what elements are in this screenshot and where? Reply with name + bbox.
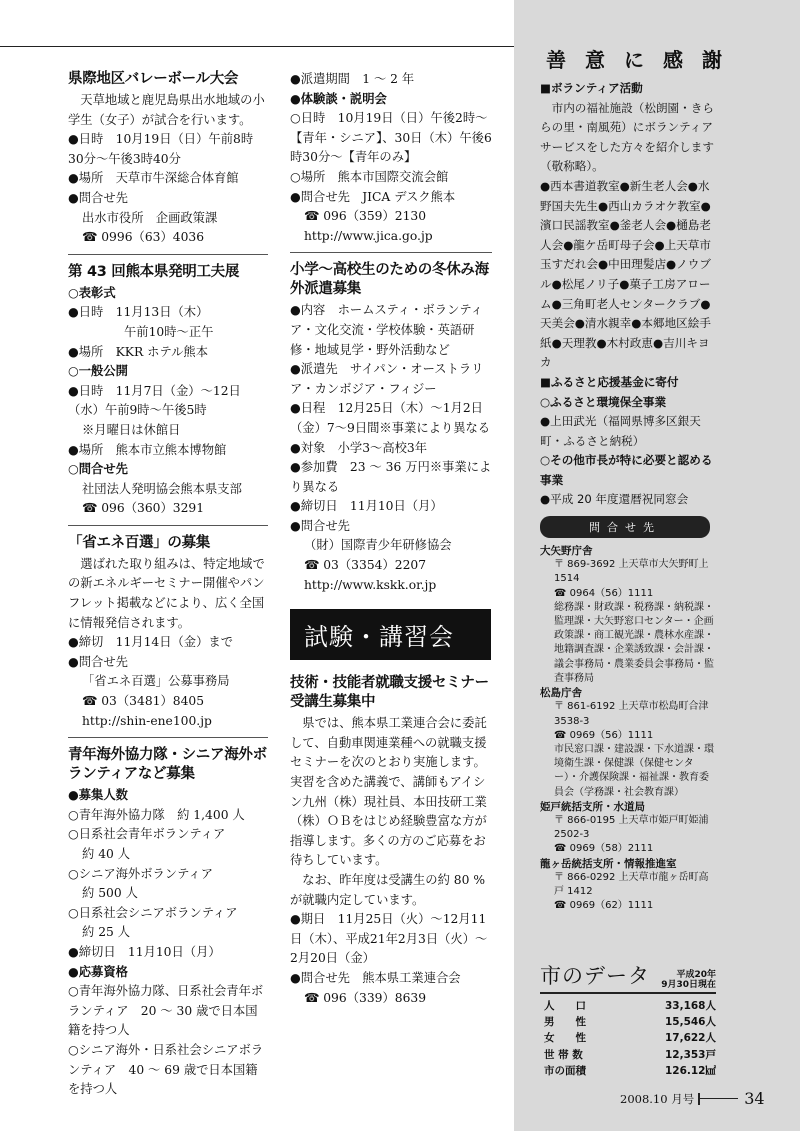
jocv-count-4: ○日系社会シニアボランティア [68, 905, 238, 920]
energy-contact-label: ●問合せ先 [68, 654, 128, 669]
city-data-value: 126.12㎢ [664, 1064, 716, 1077]
volleyball-section [68, 70, 268, 248]
student-target: ●対象 小学3～高校3年 [290, 440, 428, 455]
office-name: 龍ヶ岳統括支所・情報推進室 [540, 857, 677, 870]
jocv-count-2: ○日系社会青年ボランティア [68, 827, 226, 842]
seminar-tel: ☎ 096（339）8639 [304, 990, 427, 1005]
volleyball-contact-label: ●問合せ先 [68, 190, 128, 205]
city-data-date-day: 9月30日現在 [661, 980, 716, 990]
jocv-count-3: ○シニア海外ボランティア [68, 866, 214, 881]
invention-public-note: ※月曜日は休館日 [82, 422, 181, 437]
invention-ceremony-time: 午前10時～正午 [124, 324, 214, 339]
city-data-title: 市のデータ [540, 964, 650, 988]
jocv-tel: ☎ 096（359）2130 [304, 209, 427, 224]
city-data-label: 世 帯 数 [544, 1048, 583, 1061]
office-name: 姫戸統括支所・水道局 [540, 800, 645, 813]
city-data-value: 17,622人 [664, 1032, 716, 1045]
top-rule [0, 46, 515, 47]
volleyball-date: ●日時 10月19日（日）午前8時30分～午後3時40分 [68, 132, 254, 166]
city-data-label: 市の面積 [544, 1064, 586, 1077]
jocv-continued [290, 70, 492, 246]
volleyball-tel: ☎ 0996（63）4036 [82, 230, 205, 245]
sidebar-content [540, 44, 741, 913]
fund-sub-1: ○ふるさと環境保全事業 [540, 394, 667, 409]
student-dates: ●日程 12月25日（木）～1月2日（金）7～9日間※事業により異なる [290, 401, 491, 435]
city-data-value: 15,546人 [664, 1016, 716, 1029]
office-tel: ☎ 0964（56）1111 [554, 587, 654, 599]
invention-tel: ☎ 096（360）3291 [82, 501, 205, 516]
student-destination: ●派遣先 サイパン・オーストラリア・カンボジア・フィジー [290, 362, 484, 396]
seminar-period: ●期日 11月25日（火）～12月11日（木）、平成21年2月3日（火）～2月20日（金） [290, 912, 488, 966]
invention-contact-org: 社団法人発明協会熊本県支部 [82, 481, 242, 496]
student-content: ●内容 ホームスティ・ボランティア・文化交流・学校体験・英語研修・地域見学・野外活動など [290, 303, 483, 357]
jocv-briefing-label: ●体験談・説明会 [290, 91, 387, 106]
jocv-count-1: ○青年海外協力隊 約 1,400 人 [68, 807, 245, 822]
jocv-title: 青年海外協力隊・シニア海外ボランティアなど募集 [68, 747, 267, 783]
invention-title: 第 43 回熊本県発明工夫展 [68, 263, 240, 280]
office-tel: ☎ 0969（62）1111 [554, 900, 654, 912]
energy-contact-org: 「省エネ百選」公募事務局 [82, 674, 230, 689]
office-address: 〒 866-0292 上天草市龍ヶ岳町高戸 1412 [554, 871, 709, 897]
office-name: 大矢野庁舎 [540, 545, 593, 558]
jocv-count-2-value: 約 40 人 [82, 847, 131, 861]
volleyball-title: 県際地区バレーボール大会 [68, 71, 239, 87]
office-address: 〒 866-0195 上天草市姫戸町姫浦 2502-3 [554, 814, 709, 841]
energy-tel: ☎ 03（3481）8405 [82, 694, 205, 709]
energy-url[interactable]: http://shin-ene100.jp [82, 713, 212, 728]
footer-rule [700, 1098, 738, 1099]
volleyball-body: 天草地域と鹿児島県出水地域の小学生（女子）が試合を行います。 [68, 93, 265, 127]
issue-label: 2008.10 月号 [620, 1091, 695, 1106]
volleyball-contact-org: 出水市役所 企画政策課 [82, 210, 218, 225]
invention-ceremony-place: ●場所 KKR ホテル熊本 [68, 344, 209, 359]
city-data-date-year: 平成20年 [676, 970, 716, 980]
contact-pill: 問合せ先 [540, 516, 710, 538]
office-name: 松島庁舎 [540, 687, 582, 700]
student-deadline: ●締切日 11月10日（月） [290, 499, 443, 514]
jocv-qualification-2: ○シニア海外・日系社会シニアボランティア 40 ～ 69 歳で日本国籍を持つ人 [68, 1042, 264, 1097]
jocv-section [68, 746, 268, 1100]
invention-ceremony-heading: ○表彰式 [68, 285, 116, 300]
page-number: 34 [744, 1089, 765, 1108]
energy-section [68, 534, 268, 731]
invention-contact-label: ○問合せ先 [68, 462, 128, 477]
divider [68, 254, 268, 255]
office-tel: ☎ 0969（58）2111 [554, 843, 654, 855]
volleyball-place: ●場所 天草市牛深総合体育館 [68, 171, 239, 186]
office-departments: 総務課・財政課・税務課・納税課・監理課・大矢野窓口センター・企画政策課・商工観光課・農林水産課・地籍調査課・企業誘致課・会計課・議会事務局・農業委員会事務局・監査事務局 [554, 601, 714, 684]
divider [68, 525, 268, 526]
divider [68, 737, 268, 738]
sidebar-title: 善意に感謝 [546, 48, 741, 72]
invention-public-date: ●日時 11月7日（金）～12日（水）午前9時～午後5時 [68, 383, 241, 418]
invention-ceremony-date: ●日時 11月13日（木） [68, 305, 209, 320]
invention-public-heading: ○一般公開 [68, 364, 128, 379]
city-data-box [540, 960, 716, 1079]
city-data-label: 人 口 [544, 1000, 586, 1012]
city-data-row [540, 1014, 716, 1030]
fund-heading: ■ふるさと応援基金に寄付 [540, 374, 679, 389]
office-list [540, 544, 718, 913]
office-address: 〒 869-3692 上天草市大矢野町上 1514 [554, 559, 709, 585]
jocv-period: ●派遣期間 1 ～ 2 年 [290, 72, 415, 86]
jocv-count-4-value: 約 25 人 [82, 925, 131, 940]
city-data-header [540, 960, 716, 994]
column-middle [290, 70, 492, 1014]
city-data-date [661, 970, 716, 990]
office-tel: ☎ 0969（56）1111 [554, 729, 654, 741]
city-data-row [540, 1030, 716, 1046]
student-title: 小学～高校生のための冬休み海外派遣募集 [290, 262, 489, 298]
jocv-url[interactable]: http://www.jica.go.jp [304, 228, 433, 243]
seminar-section [290, 674, 492, 1008]
student-contact-org: （財）国際青少年研修協会 [304, 538, 452, 553]
fund-name-2: ●平成 20 年度還暦祝同窓会 [540, 492, 689, 507]
student-section [290, 261, 492, 595]
energy-title: 「省エネ百選」の募集 [68, 534, 210, 551]
office-address: 〒 861-6192 上天草市松島町合津 3538-3 [554, 701, 709, 727]
jocv-count-3-value: 約 500 人 [82, 886, 138, 901]
seminar-title: 技術・技能者就職支援セミナー受講生募集中 [290, 675, 489, 711]
student-contact-label: ●問合せ先 [290, 518, 350, 533]
exam-section-header: 試験・講習会 [290, 609, 491, 660]
fund-name-1: ●上田武光（福岡県博多区銀天町・ふるさと納税） [540, 414, 701, 448]
jocv-briefing-place: ○場所 熊本市国際交流会館 [290, 169, 449, 184]
invention-public-place: ●場所 熊本市立熊本博物館 [68, 442, 227, 457]
jocv-qualification-1: ○青年海外協力隊、日系社会青年ボランティア 20 ～ 30 歳で日本国籍を持つ人 [68, 984, 264, 1038]
city-data-row [540, 1063, 716, 1079]
page-footer [620, 1089, 780, 1108]
volunteer-names: ●西本書道教室●新生老人会●水野国夫先生●西山カラオケ教室●濱口民謡教室●釜老人会●樋島老人会●龍ケ岳町母子会●上天草市玉すだれ会●中田理髪店●ノウブル●松尾ノリ子●菓子工房アローム●三角町老人センタークラブ●天美会●清水親幸●本郷地区絵手紙●天理教●木村政恵●吉川キヨカ [540, 178, 711, 370]
student-tel: ☎ 03（3354）2207 [304, 558, 427, 573]
fund-sub-2: ○その他市長が特に必要と認める事業 [540, 453, 713, 487]
student-url[interactable]: http://www.kskk.or.jp [304, 577, 437, 592]
volunteer-body: 市内の福祉施設（松朗園・きららの里・南風苑）にボランティアサービスをした方々を紹介します（敬称略）。 [540, 100, 714, 174]
jocv-deadline: ●締切日 11月10日（月） [68, 944, 221, 959]
volunteer-heading: ■ボランティア活動 [540, 81, 643, 95]
city-data-label: 女 性 [544, 1032, 586, 1045]
divider [290, 252, 492, 253]
column-left [68, 70, 268, 1106]
city-data-row [540, 1047, 716, 1063]
jocv-count-label: ●募集人数 [68, 788, 128, 803]
seminar-body-2: なお、昨年度は受講生の約 80 %が就職内定しています。 [290, 873, 486, 907]
office-departments: 市民窓口課・建設課・下水道課・環境衛生課・保健課（保健センター）・介護保険課・福祉課・教育委員会（学務課・社会教育課） [554, 743, 714, 798]
city-data-row [540, 998, 716, 1014]
city-data-label: 男 性 [544, 1016, 586, 1029]
invention-section [68, 263, 268, 519]
seminar-contact: ●問合せ先 熊本県工業連合会 [290, 970, 461, 985]
jocv-qualification-label: ●応募資格 [68, 964, 128, 979]
energy-deadline: ●締切 11月14日（金）まで [68, 635, 233, 650]
seminar-body-1: 県では、熊本県工業連合会に委託して、自動車関連業種への就職支援セミナーを次のとおり実施します。実習を含めた講義で、講師もアイシン九州（株）現社員、本田技研工業（株）ＯＢをはじめ経験豊富な方が指導します。多くの方のご応募をお待ちしています。 [290, 716, 487, 868]
jocv-briefing-date: ○日時 10月19日（日）午後2時～【青年・シニア】、30日（木）午後6時30分～【青年のみ】 [290, 111, 492, 165]
city-data-value: 33,168人 [664, 1000, 716, 1012]
energy-body: 選ばれた取り組みは、特定地域での新エネルギーセミナー開催やパンフレット掲載などにより、広く全国に情報発信されます。 [68, 556, 265, 630]
jocv-contact: ●問合せ先 JICA デスク熊本 [290, 189, 456, 204]
city-data-value: 12,353戸 [664, 1048, 716, 1061]
student-fee: ●参加費 23 ～ 36 万円※事業により異なる [290, 460, 492, 494]
